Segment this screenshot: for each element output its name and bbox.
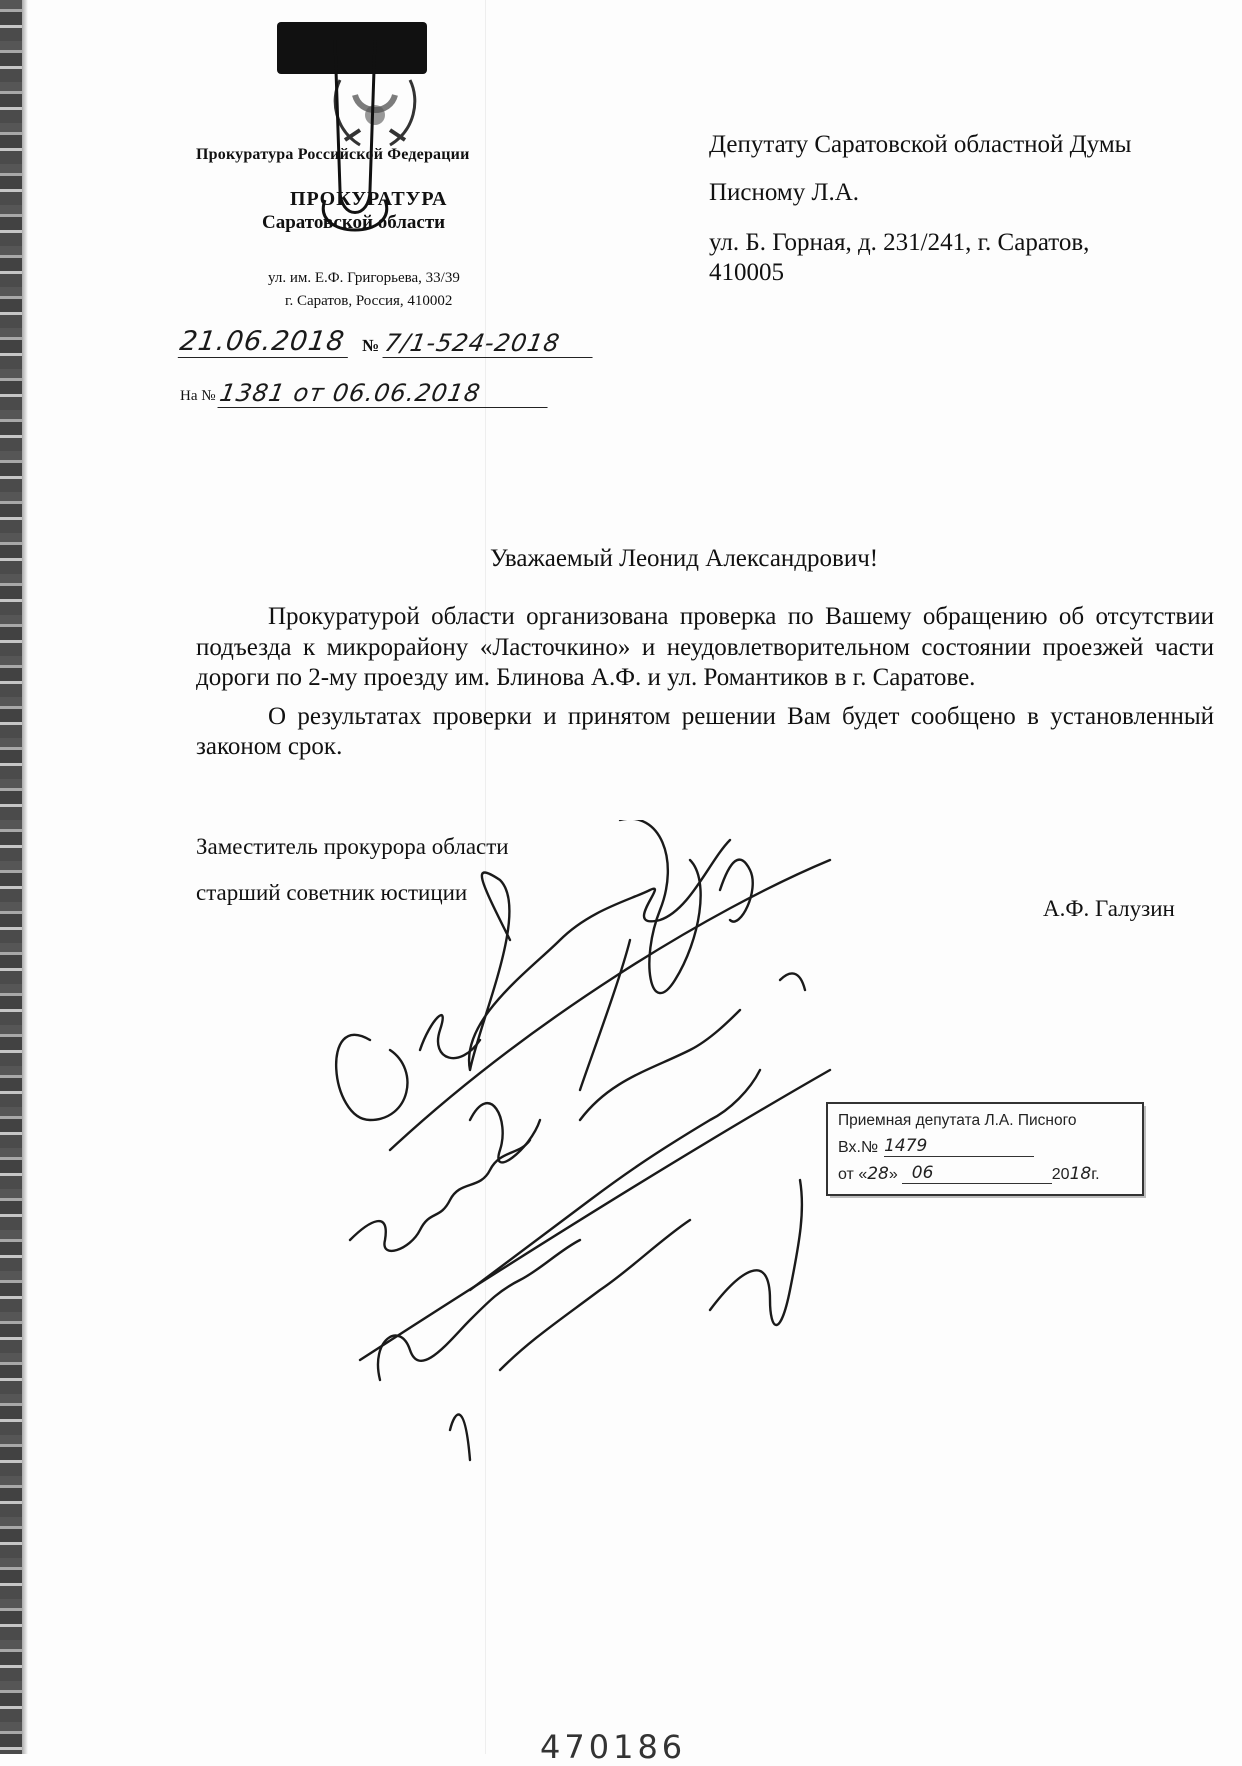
signatory-position-1: Заместитель прокурора области [196, 834, 509, 859]
body-paragraph-2: О результатах проверки и принятом решении Вам будет сообщено в установленный законом срок. [196, 702, 1214, 760]
incoming-stamp [826, 1102, 1144, 1196]
stamp-date-prefix: от « [838, 1166, 868, 1183]
org-name-region: Саратовской области [262, 212, 446, 233]
stamp-year-prefix: 20 [1051, 1166, 1070, 1183]
outgoing-date: 21.06.2018 [178, 326, 352, 358]
addressee-postcode: 410005 [709, 259, 784, 286]
reference-row [180, 368, 550, 408]
org-address-city: г. Саратов, Россия, 410002 [285, 293, 453, 309]
outgoing-registration-row [177, 318, 595, 358]
stamp-date-row [838, 1163, 1134, 1184]
signatory-position-2: старший советник юстиции [196, 880, 468, 905]
scan-edge-artifact [0, 0, 22, 1754]
org-name-federal: Прокуратура Российской Федерации [196, 146, 470, 163]
outgoing-number: 7/1-524-2018 [383, 329, 598, 358]
outgoing-number-label: № [362, 336, 380, 355]
stamp-day: 28 [867, 1164, 889, 1184]
stamp-incoming-label: Вх.№ [838, 1139, 879, 1156]
handwritten-resolution-icon [330, 820, 890, 1480]
stamp-incoming-row [838, 1136, 1134, 1157]
addressee-street: ул. Б. Горная, д. 231/241, г. Саратов, [709, 229, 1090, 256]
addressee-title: Депутату Саратовской областной Думы [709, 131, 1132, 158]
addressee-name: Писному Л.А. [709, 179, 860, 206]
stamp-month: 06 [902, 1163, 1052, 1184]
addressee-block [709, 130, 1229, 288]
signatory-name: А.Ф. Галузин [1043, 896, 1175, 921]
stamp-date-mid: » [888, 1166, 898, 1183]
salutation: Уважаемый Леонид Александрович! [490, 545, 879, 572]
letter-body [196, 602, 1214, 763]
reference-value: 1381 от 06.06.2018 [217, 379, 552, 408]
stamp-year-end: г. [1091, 1166, 1100, 1183]
org-name-title: ПРОКУРАТУРА [290, 188, 448, 210]
body-paragraph-1: Прокуратурой области организована проверка по Вашему обращению об отсутствии подъезда к микрорайону «Ласточкино» и неудовлетворительном состоянии проезжей части дороги по 2-му проезду им. Блинова А.Ф. и ул. Романтиков в г. Саратове. [196, 603, 1214, 691]
archive-number: 470186 [540, 1728, 687, 1766]
stamp-year-suffix: 18 [1069, 1164, 1092, 1184]
stamp-title: Приемная депутата Л.А. Писного [838, 1112, 1077, 1129]
org-address-street: ул. им. Е.Ф. Григорьева, 33/39 [268, 270, 460, 286]
stamp-incoming-number: 1479 [884, 1136, 1034, 1157]
reference-label: На № [180, 388, 216, 404]
